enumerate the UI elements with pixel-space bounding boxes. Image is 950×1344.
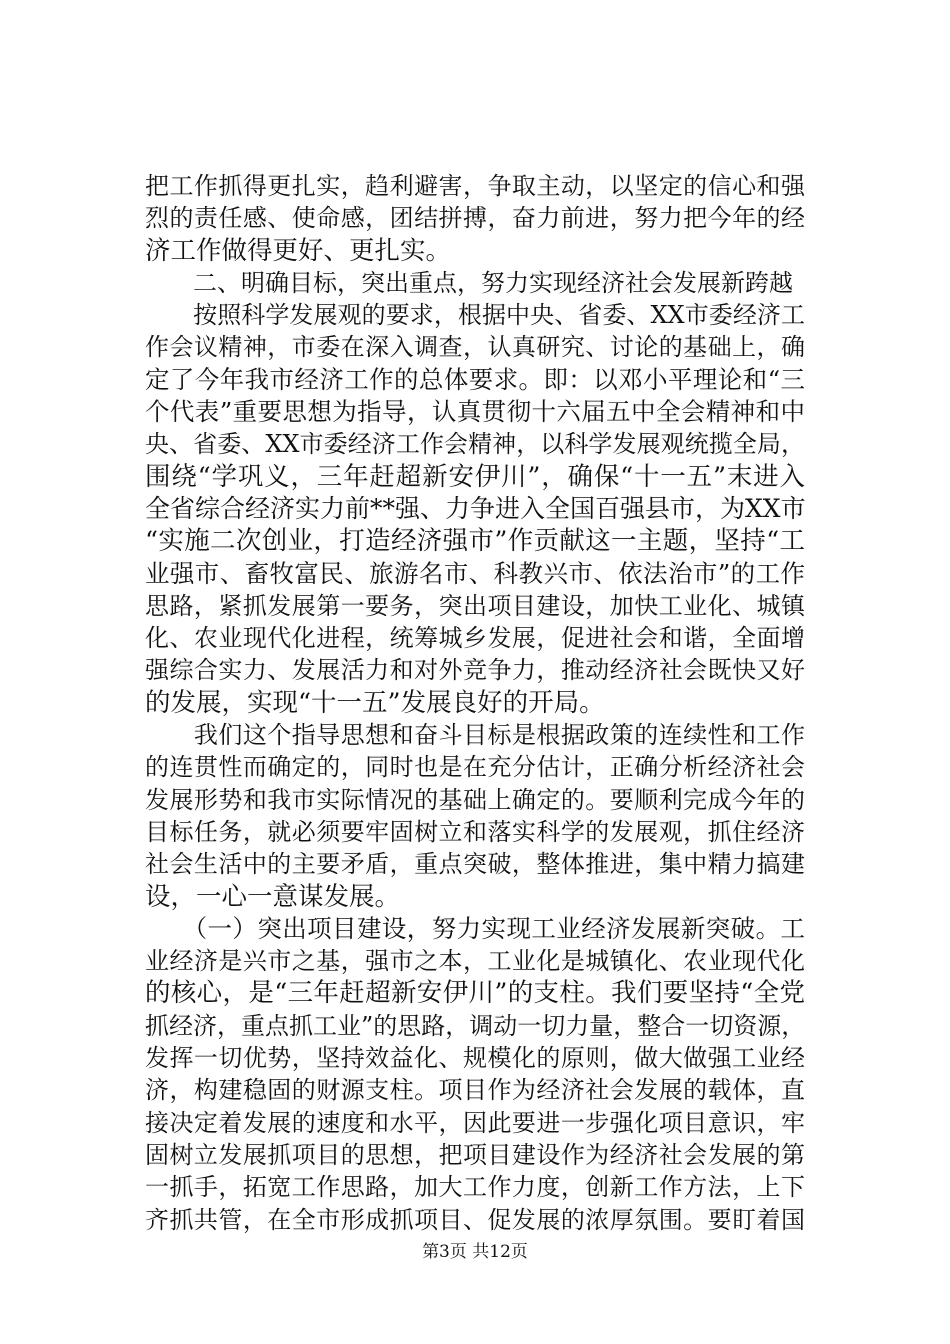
text-line: 目标任务，就必须要牢固树立和落实科学的发展观，抓住经济: [145, 817, 805, 846]
text-line: 定了今年我市经济工作的总体要求。即：以邓小平理论和“三: [145, 364, 805, 394]
text-line: 一抓手，拓宽工作思路，加大工作力度，创新工作方法，上下: [145, 1173, 805, 1202]
text-line: 化、农业现代化进程，统筹城乡发展，促进社会和谐，全面增: [145, 624, 805, 653]
text-line: 业强市、畜牧富民、旅游名市、科教兴市、依法治市”的工作: [145, 558, 805, 588]
document-body: [145, 170, 805, 1236]
page-number: 第3页 共12页: [422, 1242, 528, 1262]
text-line: 烈的责任感、使命感，团结拼搏，奋力前进，努力把今年的经: [145, 204, 805, 233]
text-line: 设，一心一意谋发展。: [145, 881, 401, 912]
text-line: 全省综合经济实力前**强、力争进入全国百强县市，为XX市: [145, 493, 806, 523]
text-line: 强综合实力、发展活力和对外竞争力，推动经济社会既快又好: [145, 656, 805, 685]
text-line: 个代表”重要思想为指导，认真贯彻十六届五中全会精神和中: [145, 397, 805, 427]
text-line: 济，构建稳固的财源支柱。项目作为经济社会发展的载体，直: [145, 1076, 805, 1105]
text-line: “实施二次创业，打造经济强市”作贡献这一主题，坚持“工: [145, 526, 805, 557]
text-line: 的发展，实现“十一五”发展良好的开局。: [145, 687, 605, 718]
text-line: 按照科学发展观的要求，根据中央、省委、XX市委经济工: [145, 301, 805, 330]
text-line: 接决定着发展的速度和水平，因此要进一步强化项目意识，牢: [145, 1108, 805, 1137]
text-line: 围绕“学巩义，三年赶超新安伊川”，确保“十一五”末进入: [145, 461, 805, 492]
text-line: 央、省委、XX市委经济工作会精神，以科学发展观统揽全局，: [145, 430, 805, 459]
text-line: 社会生活中的主要矛盾，重点突破，整体推进，集中精力搞建: [145, 850, 805, 879]
text-line: 抓经济，重点抓工业”的思路，调动一切力量，整合一切资源，: [145, 1011, 806, 1040]
text-line: 济工作做得更好、更扎实。: [145, 235, 452, 266]
text-line: 的核心，是“三年赶超新安伊川”的支柱。我们要坚持“全党: [145, 978, 805, 1009]
text-line: 把工作抓得更扎实，趋利避害，争取主动，以坚定的信心和强: [145, 172, 805, 200]
text-line: 发挥一切优势，坚持效益化、规模化的原则，做大做强工业经: [145, 1044, 805, 1073]
text-line: 业经济是兴市之基，强市之本，工业化是城镇化、农业现代化: [145, 947, 805, 976]
text-line: 作会议精神，市委在深入调查，认真研究、讨论的基础上，确: [145, 333, 805, 362]
text-line: 发展形势和我市实际情况的基础上确定的。要顺利完成今年的: [145, 785, 805, 814]
text-line: 的连贯性而确定的，同时也是在充分估计，正确分析经济社会: [145, 753, 805, 782]
text-line: （一）突出项目建设，努力实现工业经济发展新突破。工: [145, 913, 805, 943]
text-line: 思路，紧抓发展第一要务，突出项目建设，加快工业化、城镇: [145, 591, 805, 620]
text-line: 我们这个指导思想和奋斗目标是根据政策的连续性和工作: [145, 721, 805, 750]
section-heading: 二、明确目标，突出重点，努力实现经济社会发展新跨越: [145, 268, 793, 297]
text-line: 齐抓共管，在全市形成抓项目、促发展的浓厚氛围。要盯着国: [145, 1205, 805, 1234]
text-line: 固树立发展抓项目的思想，把项目建设作为经济社会发展的第: [145, 1140, 805, 1169]
